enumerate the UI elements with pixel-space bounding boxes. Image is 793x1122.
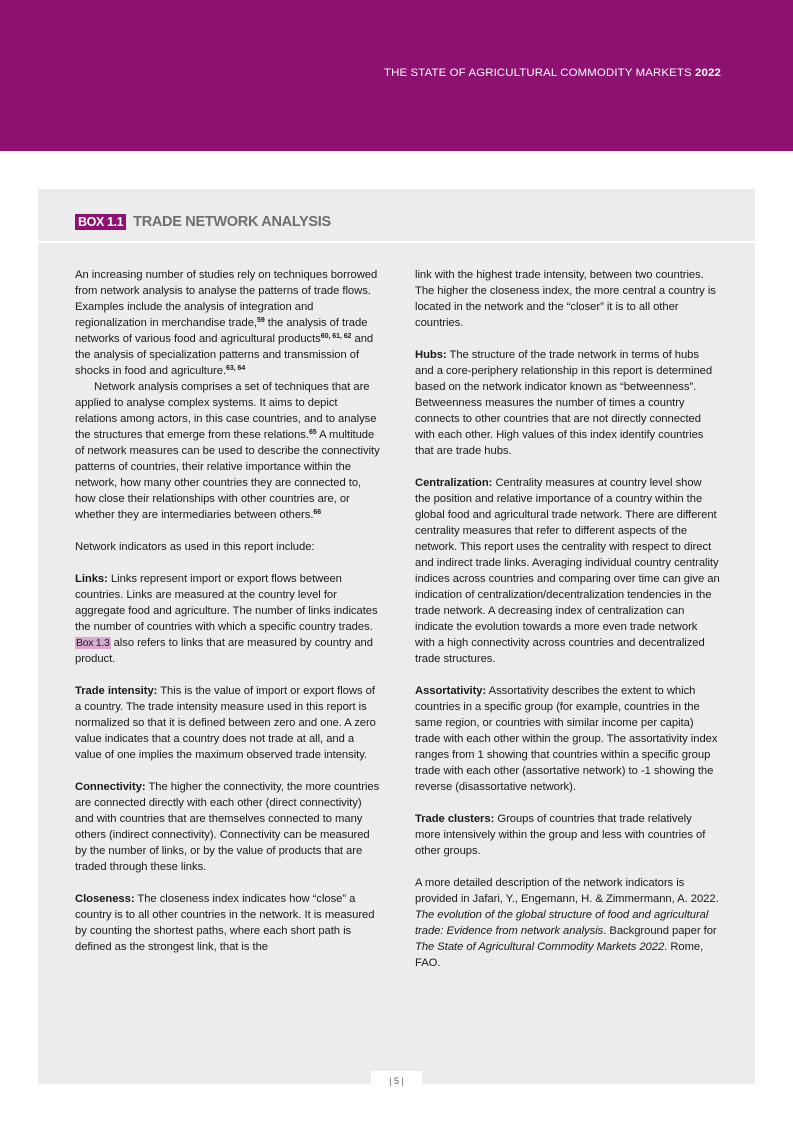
hubs-definition (415, 347, 720, 459)
intro-text-2: the analysis of trade networks of various food and agricultural products (75, 317, 368, 345)
box-number-tag: BOX 1.1 (75, 214, 126, 230)
source-text: . Background paper for (603, 925, 717, 937)
running-header (384, 67, 721, 79)
definition-text: Assortativity describes the extent to which countries in a specific group (for example, countries in the same region, or countries with similar income per capita) trade with each other within the group. The assortativity index ranges from 1 showing that countries within a specific group trade with each other (assortative network) to -1 showing the reverse (disassortative network). (415, 685, 718, 793)
term-label: Assortativity: (415, 685, 487, 697)
assortativity-definition (415, 683, 720, 795)
page-number: | 5 | (389, 1076, 404, 1086)
box-cross-reference-link[interactable]: Box 1.3 (76, 637, 110, 649)
definition-text: The higher the connectivity, the more countries are connected directly with each other (direct connectivity) and with countries that are themselves connected to many others (indirect connectivity). Connectivity can be measured by the number of links, or by the value of products that are traded through these links. (75, 781, 380, 873)
term-label: Links: (75, 573, 108, 585)
closeness-continuation: link with the highest trade intensity, between two countries. The higher the closeness index, the more central a country is located in the network and the “closer” it is to all other countries. (415, 269, 716, 329)
intro-paragraph (75, 267, 380, 379)
links-definition (75, 571, 380, 667)
closeness-definition (75, 891, 380, 955)
footnote-ref: 63, 64 (226, 365, 246, 372)
term-label: Trade clusters: (415, 813, 495, 825)
box-title: TRADE NETWORK ANALYSIS (133, 214, 331, 230)
source-text: . Rome, FAO. (415, 941, 704, 969)
network-analysis-paragraph (75, 379, 380, 523)
term-label: Closeness: (75, 893, 135, 905)
source-title: The evolution of the global structure of food and agricultural trade: Evidence from network analysis (415, 909, 709, 937)
definition-text: also refers to links that are measured by country and product. (75, 637, 373, 665)
box-divider (38, 241, 755, 243)
source-text: A more detailed description of the network indicators is provided in Jafari, Y., Engemann, H. & Zimmermann, A. 2022. (415, 877, 719, 905)
source-title: The State of Agricultural Commodity Markets 2022 (415, 941, 665, 953)
intro-text-1: An increasing number of studies rely on techniques borrowed from network analysis to analyse the patterns of trade flows. Examples include the analysis of integration and regionalization in merchandise trade, (75, 269, 378, 329)
connectivity-definition (75, 779, 380, 875)
definition-text: Links represent import or export flows between countries. Links are measured at the country level for aggregate food and agriculture. The number of links indicates the number of countries with which a specific country trades. (75, 573, 378, 633)
box-header (75, 212, 331, 232)
trade-clusters-definition (415, 811, 720, 859)
term-label: Hubs: (415, 349, 447, 361)
footnote-ref: 65 (308, 429, 317, 436)
indicators-intro: Network indicators as used in this report include: (75, 541, 315, 553)
term-label: Centralization: (415, 477, 493, 489)
intro-text-3: and the analysis of specialization patterns and transmission of shocks in food and agriculture. (75, 333, 374, 377)
network-text-2: A multitude of network measures can be used to describe the connectivity patterns of countries, their relative importance within the network, how many other countries they are connected to, how close their relationships with other countries are, or whether they are intermediaries between others. (75, 429, 380, 521)
centralization-definition (415, 475, 720, 667)
definition-text: The structure of the trade network in terms of hubs and a core-periphery relationship in this report is determined based on the network indicator known as “betweenness”. Betweenness measures the number of times a country connects to other countries that are not directly connected with each other. High values of this index identify countries that are trade hubs. (415, 349, 713, 457)
publication-title: THE STATE OF AGRICULTURAL COMMODITY MARKETS (384, 67, 692, 79)
term-label: Trade intensity: (75, 685, 158, 697)
footnote-ref: 66 (313, 509, 322, 516)
term-label: Connectivity: (75, 781, 146, 793)
left-column (75, 267, 380, 955)
right-column (415, 267, 720, 971)
network-text-1: Network analysis comprises a set of techniques that are applied to analyse complex systems. It aims to depict relations among actors, in this case countries, and to analyse the structures that emerge from these relations. (75, 381, 377, 441)
source-note (415, 875, 720, 971)
trade-intensity-definition (75, 683, 380, 763)
publication-year: 2022 (695, 67, 721, 79)
definition-text: This is the value of import or export flows of a country. The trade intensity measure used in this report is normalized so that it is defined between zero and one. A zero value indicates that a country does not trade at all, and a value of one implies the maximum observed trade intensity. (75, 685, 376, 761)
definition-text: The closeness index indicates how “close” a country is to all other countries in the network. It is measured by counting the shortest paths, where each short path is defined as the strongest link, that is the (75, 893, 375, 953)
footnote-ref: 59 (257, 317, 265, 324)
definition-text: Groups of countries that trade relatively more intensively within the group and less with countries of other groups. (415, 813, 706, 857)
footnote-ref: 60, 61, 62 (320, 333, 352, 340)
definition-text: Centrality measures at country level show the position and relative importance of a country within the global food and agricultural trade network. There are different centrality measures that refer to different aspects of the network. This report uses the centrality with respect to direct and indirect trade links. Averaging individual country centrality indices across countries and comparing over time can give an indication of centralization/decentralization tendencies in the trade network. A decreasing index of centralization can indicate the evolution towards a more even trade network with a high connectivity across countries and decentralized trade structures. (415, 477, 720, 665)
